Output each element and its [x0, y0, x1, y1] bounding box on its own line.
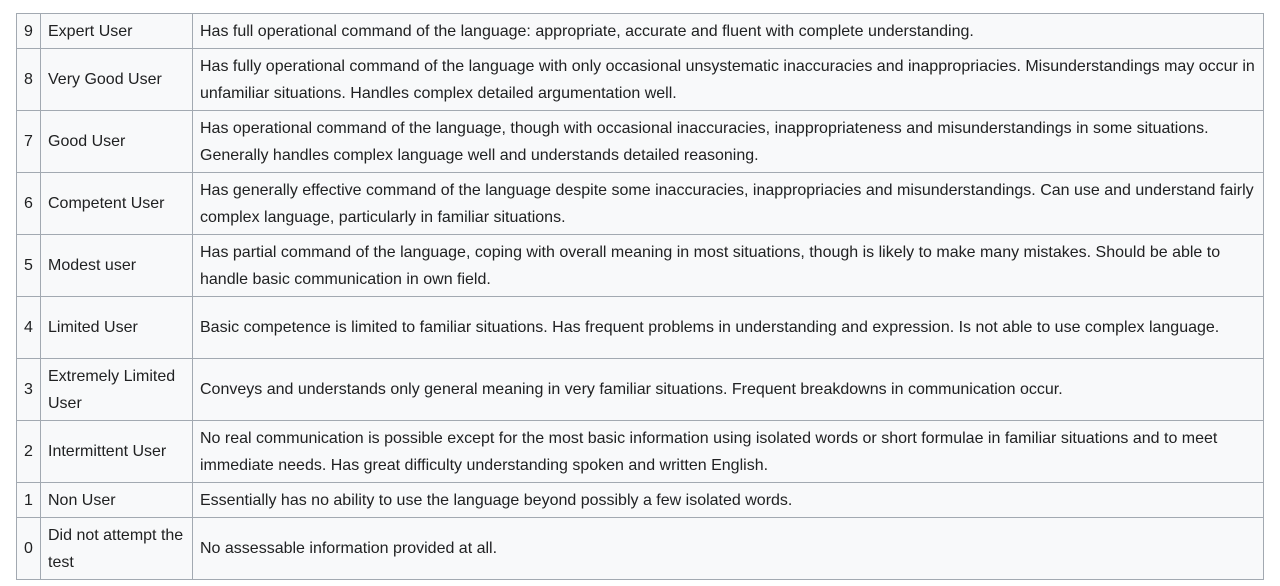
description-cell: Basic competence is limited to familiar situations. Has frequent problems in understanding and expression. Is not able to use complex language. — [193, 297, 1264, 359]
band-score-cell: 9 — [17, 14, 41, 49]
skill-level-cell: Extremely Limited User — [41, 359, 193, 421]
description-cell: Has fully operational command of the language with only occasional unsystematic inaccuracies and inappropriacies. Misunderstandings may occur in unfamiliar situations. Handles complex detailed argumentation well. — [193, 49, 1264, 111]
skill-level-cell: Modest user — [41, 235, 193, 297]
skill-level-cell: Intermittent User — [41, 421, 193, 483]
band-score-cell: 2 — [17, 421, 41, 483]
band-score-table — [16, 13, 1264, 580]
description-cell: Essentially has no ability to use the language beyond possibly a few isolated words. — [193, 483, 1264, 518]
description-cell: Has generally effective command of the language despite some inaccuracies, inappropriacies and misunderstandings. Can use and understand fairly complex language, particularly in familiar situations. — [193, 173, 1264, 235]
description-cell: Conveys and understands only general meaning in very familiar situations. Frequent breakdowns in communication occur. — [193, 359, 1264, 421]
table-row — [17, 173, 1264, 235]
skill-level-cell: Competent User — [41, 173, 193, 235]
skill-level-cell: Expert User — [41, 14, 193, 49]
band-score-table-container — [16, 13, 1263, 580]
table-row — [17, 49, 1264, 111]
description-cell: Has partial command of the language, coping with overall meaning in most situations, though is likely to make many mistakes. Should be able to handle basic communication in own field. — [193, 235, 1264, 297]
description-cell: Has operational command of the language, though with occasional inaccuracies, inappropriateness and misunderstandings in some situations. Generally handles complex language well and understands detailed reasoning. — [193, 111, 1264, 173]
band-score-cell: 6 — [17, 173, 41, 235]
table-row — [17, 518, 1264, 580]
table-row — [17, 421, 1264, 483]
band-score-cell: 1 — [17, 483, 41, 518]
skill-level-cell: Non User — [41, 483, 193, 518]
table-row — [17, 297, 1264, 359]
table-row — [17, 14, 1264, 49]
description-cell: Has full operational command of the language: appropriate, accurate and fluent with complete understanding. — [193, 14, 1264, 49]
description-cell: No real communication is possible except for the most basic information using isolated words or short formulae in familiar situations and to meet immediate needs. Has great difficulty understanding spoken and written English. — [193, 421, 1264, 483]
band-score-cell: 3 — [17, 359, 41, 421]
table-row — [17, 483, 1264, 518]
skill-level-cell: Limited User — [41, 297, 193, 359]
skill-level-cell: Did not attempt the test — [41, 518, 193, 580]
skill-level-cell: Very Good User — [41, 49, 193, 111]
table-row — [17, 111, 1264, 173]
description-cell: No assessable information provided at all. — [193, 518, 1264, 580]
band-score-cell: 8 — [17, 49, 41, 111]
skill-level-cell: Good User — [41, 111, 193, 173]
table-row — [17, 359, 1264, 421]
band-score-cell: 5 — [17, 235, 41, 297]
band-score-cell: 7 — [17, 111, 41, 173]
band-score-cell: 4 — [17, 297, 41, 359]
band-score-cell: 0 — [17, 518, 41, 580]
table-row — [17, 235, 1264, 297]
